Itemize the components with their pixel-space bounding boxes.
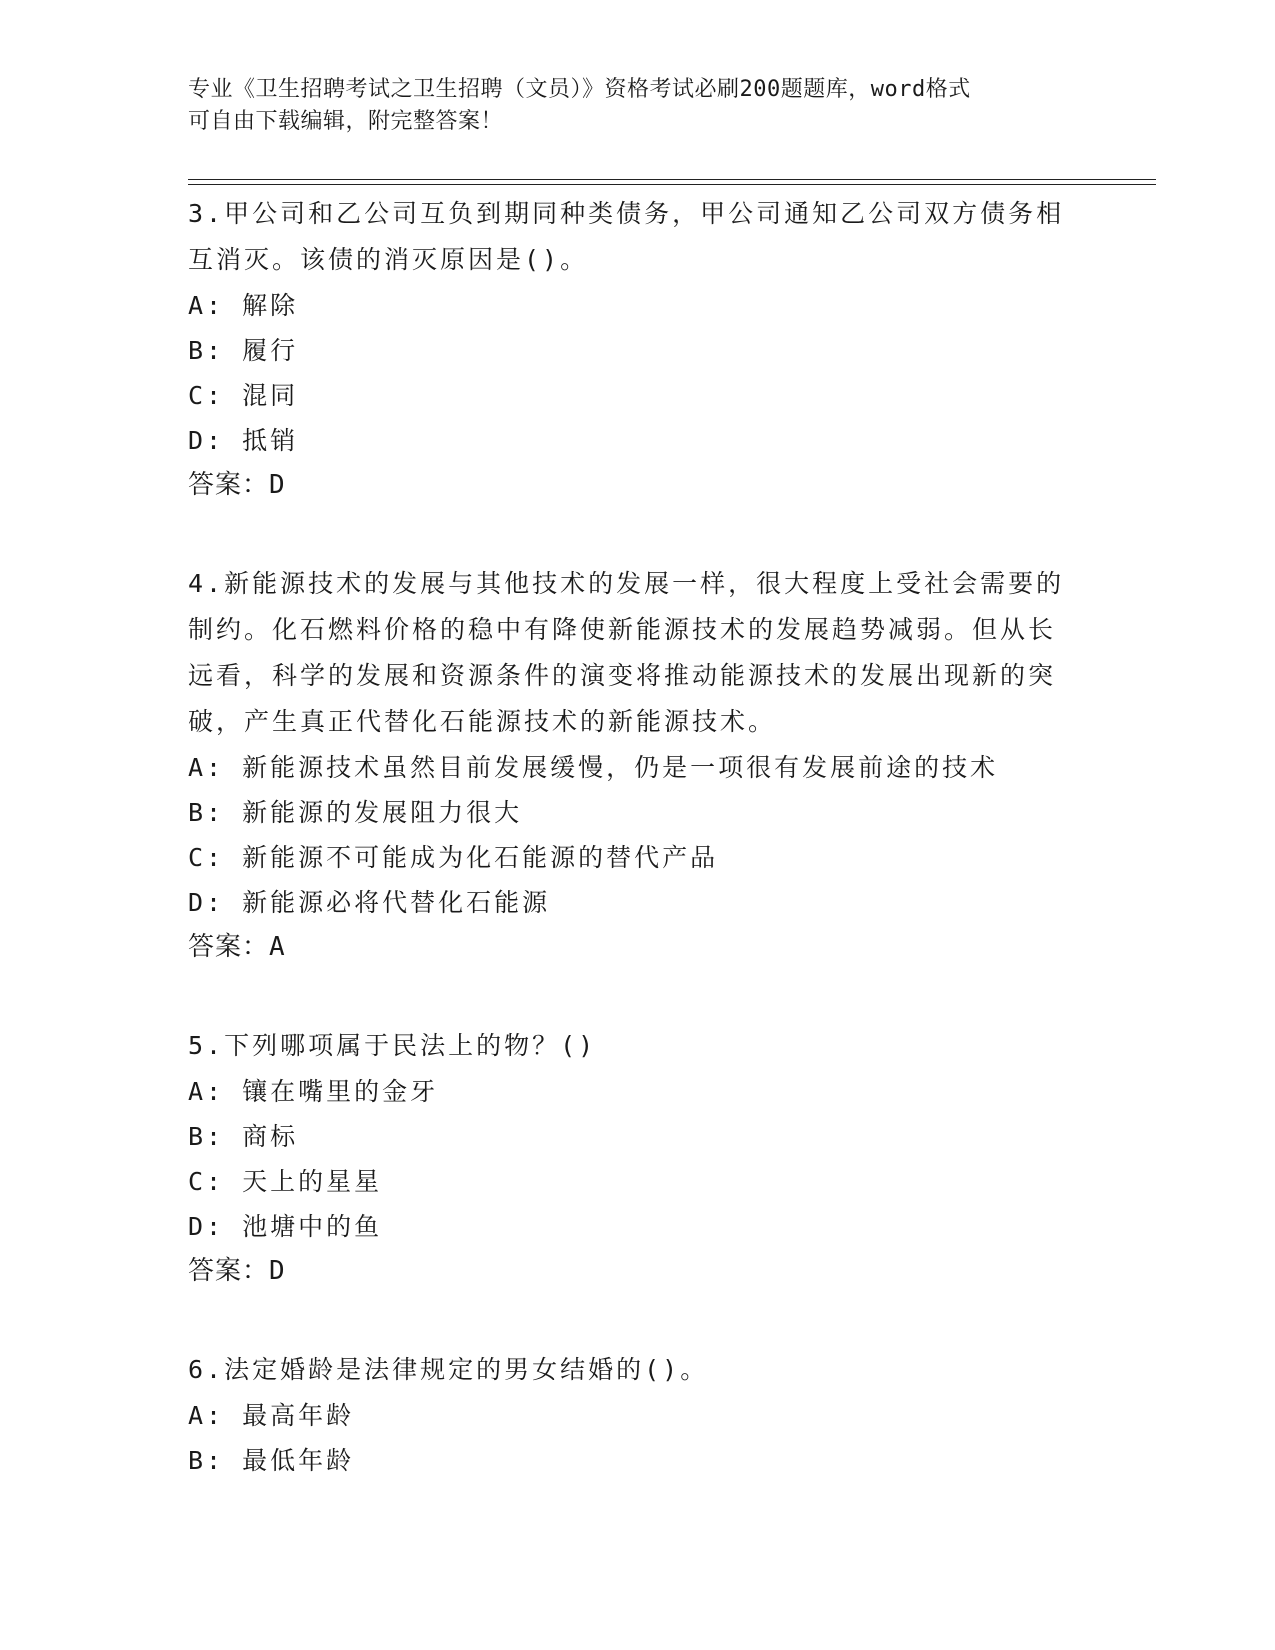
answer-line: 答案：D	[188, 1256, 286, 1286]
question-text: 6.法定婚龄是法律规定的男女结婚的()。	[188, 1355, 709, 1384]
header-divider-top	[188, 179, 1156, 180]
answer-line: 答案：A	[188, 932, 286, 962]
question-text: 3.甲公司和乙公司互负到期同种类债务，甲公司通知乙公司双方债务相互消灭。该债的消灭原因是()。	[188, 199, 1065, 274]
option-c: C: 新能源不可能成为化石能源的替代产品	[188, 843, 719, 872]
option-c: C: 天上的星星	[188, 1167, 383, 1196]
header-divider-bottom	[188, 184, 1156, 185]
option-d: D: 抵销	[188, 426, 299, 455]
option-b: B: 最低年龄	[188, 1446, 355, 1475]
header-line-1: 专业《卫生招聘考试之卫生招聘（文员）》资格考试必刷200题题库，word格式	[188, 77, 971, 102]
option-a: A: 解除	[188, 291, 299, 320]
option-b: B: 商标	[188, 1122, 299, 1151]
option-a: A: 镶在嘴里的金牙	[188, 1077, 439, 1106]
question-list	[188, 191, 1068, 1536]
option-c: C: 混同	[188, 381, 299, 410]
option-b: B: 新能源的发展阻力很大	[188, 798, 523, 827]
question-text: 5.下列哪项属于民法上的物？()	[188, 1031, 597, 1060]
header-line-2: 可自由下载编辑，附完整答案！	[188, 109, 504, 134]
question-6	[188, 1347, 1068, 1483]
question-text: 4.新能源技术的发展与其他技术的发展一样，很大程度上受社会需要的制约。化石燃料价格的稳中有降使新能源技术的发展趋势减弱。但从长远看，科学的发展和资源条件的演变将推动能源技术的发展出现新的突破，产生真正代替化石能源技术的新能源技术。	[188, 569, 1065, 736]
question-3	[188, 191, 1068, 508]
option-b: B: 履行	[188, 336, 299, 365]
question-4	[188, 561, 1068, 970]
answer-line: 答案：D	[188, 470, 286, 500]
option-a: A: 最高年龄	[188, 1401, 355, 1430]
question-5	[188, 1023, 1068, 1294]
option-d: D: 新能源必将代替化石能源	[188, 888, 551, 917]
option-d: D: 池塘中的鱼	[188, 1212, 383, 1241]
document-header	[188, 74, 1068, 138]
option-a: A: 新能源技术虽然目前发展缓慢，仍是一项很有发展前途的技术	[188, 753, 999, 782]
